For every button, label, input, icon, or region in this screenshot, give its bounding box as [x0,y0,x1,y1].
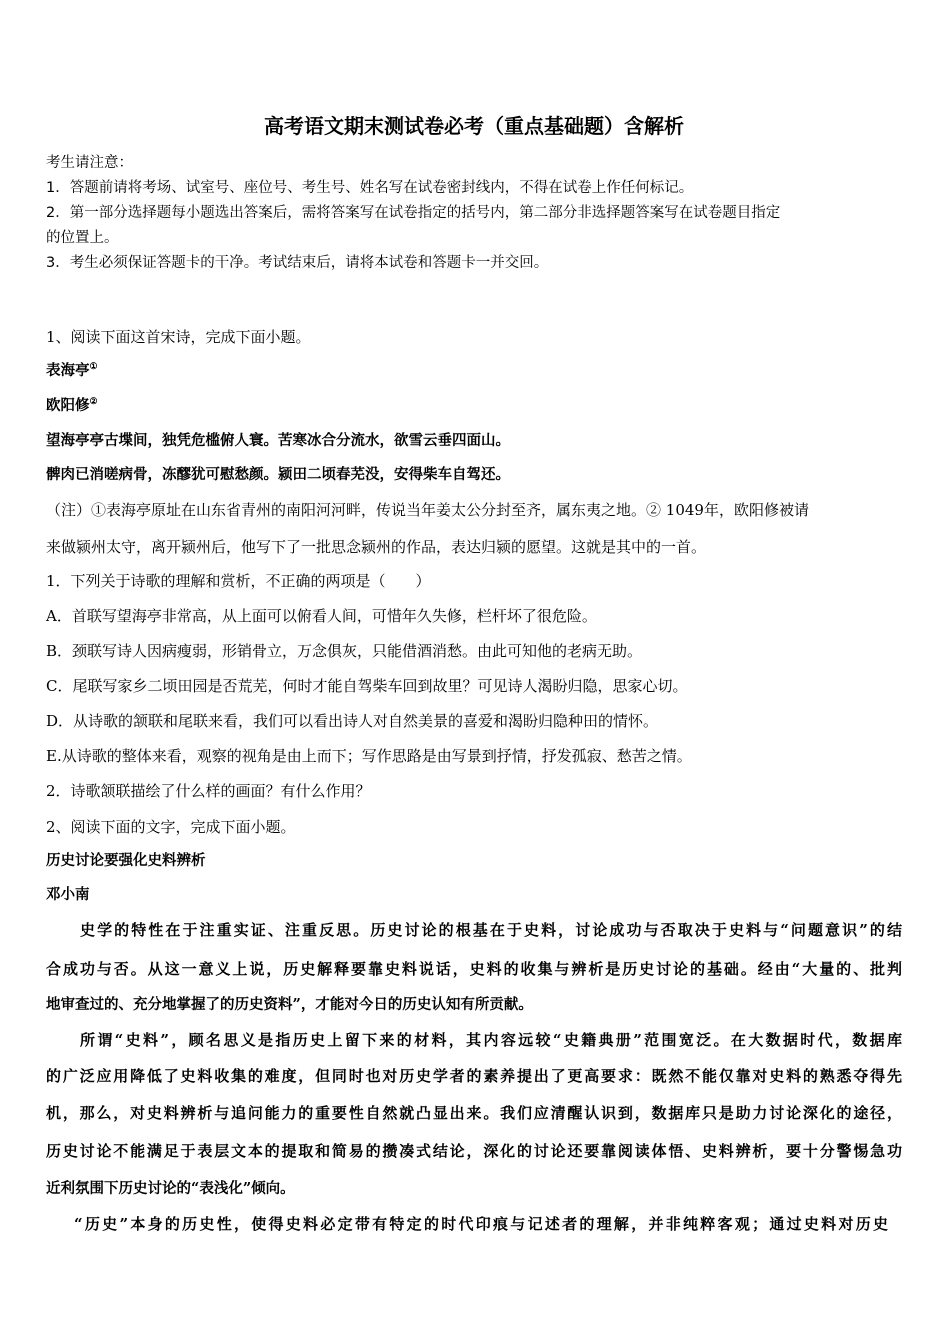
notice-item-2: 2．第一部分选择题每小题选出答案后，需将答案写在试卷指定的括号内，第二部分非选择题答案写在试卷题目指定 [46,205,781,221]
paragraph-2-line-1: 所谓“史料”，顾名思义是指历史上留下来的材料，其内容远较“史籍典册”范围宽泛。在大数据时代，数据库 [80,1031,902,1049]
poem-note-2: 来做颍州太守，离开颍州后，他写下了一批思念颍州的作品，表达归颍的愿望。这就是其中的一首。 [46,538,707,556]
paragraph-2-line-3: 机，那么，对史料辨析与追问能力的重要性自然就凸显出来。我们应清醒认识到，数据库只是助力讨论深化的途径， [46,1104,902,1122]
sub-question-2: 2．诗歌颔联描绘了什么样的画面？有什么作用？ [46,782,371,800]
article-author: 邓小南 [46,886,90,903]
question-1-intro: 1、阅读下面这首宋诗，完成下面小题。 [46,328,311,346]
notice-item-2-cont: 的位置上。 [46,230,119,246]
poem-title [46,361,98,381]
option-c: C．尾联写家乡二顷田园是否荒芜，何时才能自驾柴车回到故里？可见诗人渴盼归隐，思家心切。 [46,677,688,695]
notice-heading: 考生请注意： [46,155,133,171]
poem-line-2: 髀肉已消嗟病骨，冻醪犹可慰愁颜。颍田二顷春芜没，安得柴车自驾还。 [46,466,510,483]
notice-item-1: 1．答题前请将考场、试室号、座位号、考生号、姓名写在试卷密封线内，不得在试卷上作任何标记。 [46,180,694,196]
option-b: B．颈联写诗人因病瘦弱，形销骨立，万念俱灰，只能借酒消愁。由此可知他的老病无助。 [46,642,643,660]
paragraph-3-line-1: “历史”本身的历史性，使得史料必定带有特定的时代印痕与记述者的理解，并非纯粹客观；通过史料对历史 [74,1215,888,1233]
option-a: A．首联写望海亭非常高，从上面可以俯看人间，可惜年久失修，栏杆坏了很危险。 [46,607,597,625]
question-2-intro: 2、阅读下面的文字，完成下面小题。 [46,818,296,836]
paragraph-2-line-2: 的广泛应用降低了史料收集的难度，但同时也对历史学者的素养提出了更高要求：既然不能仅靠对史料的熟悉夺得先 [46,1067,902,1085]
page-title: 高考语文期末测试卷必考（重点基础题）含解析 [264,114,684,138]
option-d: D．从诗歌的颔联和尾联来看，我们可以看出诗人对自然美景的喜爱和渴盼归隐种田的情怀。 [46,712,659,730]
paragraph-2-line-4: 历史讨论不能满足于表层文本的提取和简易的攒凑式结论，深化的讨论还要靠阅读体悟、史料辨析，要十分警惕急功 [46,1142,902,1160]
notice-item-3: 3．考生必须保证答题卡的干净。考试结束后，请将本试卷和答题卡一并交回。 [46,255,549,271]
poem-title-text: 表海亭 [46,362,90,379]
paragraph-2-line-5: 近利氛围下历史讨论的“表浅化”倾向。 [46,1180,295,1197]
poem-line-1: 望海亭亭古堞间，独凭危槛俯人寰。苦寒冰合分流水，欲雪云垂四面山。 [46,432,510,449]
paragraph-1-line-3: 地审查过的、充分地掌握了的历史资料”，才能对今日的历史认知有所贡献。 [46,996,533,1013]
poem-author-text: 欧阳修 [46,397,90,414]
article-title: 历史讨论要强化史料辨析 [46,852,206,869]
poem-note-1: （注）①表海亭原址在山东省青州的南阳河河畔，传说当年姜太公分封至齐，属东夷之地。② 1049年，欧阳修被请 [46,501,809,519]
poem-author-note: ② [89,397,98,408]
poem-author [46,396,98,416]
sub-question-1: 1．下列关于诗歌的理解和赏析，不正确的两项是（ ） [46,572,431,590]
paragraph-1-line-2: 合成功与否。从这一意义上说，历史解释要靠史料说话，史料的收集与辨析是历史讨论的基础。经由“大量的、批判 [46,960,902,978]
paragraph-1-line-1: 史学的特性在于注重实证、注重反思。历史讨论的根基在于史料，讨论成功与否取决于史料与“问题意识”的结 [80,921,902,939]
option-e: E.从诗歌的整体来看，观察的视角是由上而下；写作思路是由写景到抒情，抒发孤寂、愁苦之情。 [46,747,692,765]
poem-title-note: ① [89,362,98,373]
